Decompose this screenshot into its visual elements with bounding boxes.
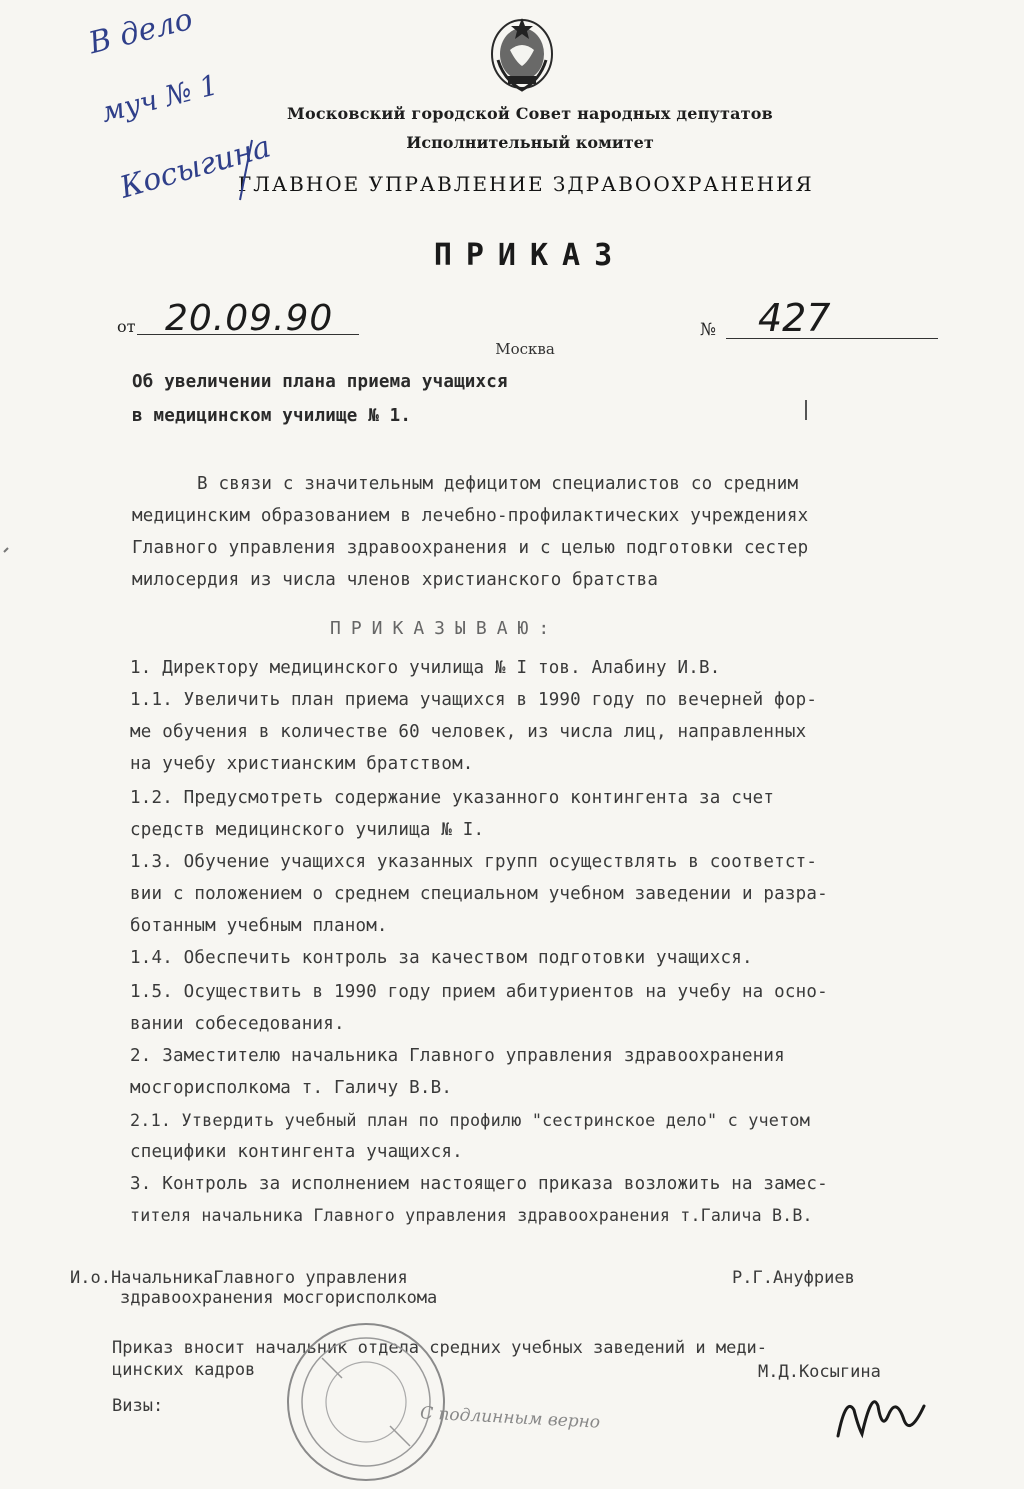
committee-name: Исполнительный комитет xyxy=(406,133,654,152)
subject-line: Об увеличении плана приема учащихся xyxy=(132,372,508,392)
body-line: 1.3. Обучение учащихся указанных групп осуществлять в соответст- xyxy=(130,852,818,872)
preamble-line: медицинским образованием в лечебно-профилактических учреждениях xyxy=(132,506,809,526)
body-line: 1.2. Предусмотреть содержание указанного контингента за счет xyxy=(130,788,775,808)
body-line: вании собеседования. xyxy=(130,1014,345,1034)
order-date: 20.09.90 xyxy=(165,298,334,339)
body-line: на учебу христианским братством. xyxy=(130,754,474,774)
preamble-line: Главного управления здравоохранения и с целью подготовки сестер xyxy=(132,538,809,558)
body-line: мосгорисполкома т. Галичу В.В. xyxy=(130,1078,453,1098)
footer-line: цинских кадров xyxy=(112,1360,256,1380)
round-stamp-icon xyxy=(282,1318,450,1486)
subject-line: в медицинском училище № 1. xyxy=(132,406,412,426)
handwritten-note-line: В дело xyxy=(85,1,197,62)
number-prefix: № xyxy=(700,320,717,340)
body-line: средств медицинского училища № I. xyxy=(130,820,485,840)
body-line: 2. Заместителю начальника Главного управления здравоохранения xyxy=(130,1046,785,1066)
order-directive: ПРИКАЗЫВАЮ: xyxy=(330,618,560,639)
date-prefix: от xyxy=(117,317,136,336)
body-line: ме обучения в количестве 60 человек, из числа лиц, направленных xyxy=(130,722,807,742)
body-line: 1. Директору медицинского училища № I тов. Алабину И.В. xyxy=(130,658,721,678)
body-line: вии с положением о среднем специальном учебном заведении и разра- xyxy=(130,884,828,904)
department-name: ГЛАВНОЕ УПРАВЛЕНИЕ ЗДРАВООХРАНЕНИЯ xyxy=(238,172,814,196)
footer-line: Приказ вносит начальник отдела средних учебных заведений и меди- xyxy=(112,1338,768,1358)
body-line: специфики контингента учащихся. xyxy=(130,1142,463,1162)
certified-copy-stamp-text: С подлинным верно xyxy=(419,1403,601,1433)
body-line: 1.1. Увеличить план приема учащихся в 1990 году по вечерней фор- xyxy=(130,690,818,710)
signature-title-line: здравоохранения мосгорисполкома xyxy=(120,1288,438,1308)
handwritten-signature-icon xyxy=(832,1376,932,1448)
preamble-line: В связи с значительным дефицитом специалистов со средним xyxy=(197,474,799,494)
body-line: 3. Контроль за исполнением настоящего приказа возложить на замес- xyxy=(130,1174,828,1194)
signatory-name: Р.Г.Ануфриев xyxy=(732,1268,855,1288)
handwritten-note-line: Косыгина xyxy=(116,129,275,206)
handwritten-note-line: муч № 1 xyxy=(97,68,222,129)
visas-label: Визы: xyxy=(112,1396,164,1416)
footer-signatory-name: М.Д.Косыгина xyxy=(758,1362,881,1382)
body-line: 1.5. Осуществить в 1990 году прием абитуриентов на учебу на осно- xyxy=(130,982,828,1002)
body-line: 2.1. Утвердить учебный план по профилю "сестринское дело" с учетом xyxy=(130,1110,811,1130)
council-name: Московский городской Совет народных депутатов xyxy=(287,104,773,123)
body-line: 1.4. Обеспечить контроль за качеством подготовки учащихся. xyxy=(130,948,753,968)
signature-title-line: И.о.НачальникаГлавного управления xyxy=(70,1268,408,1288)
city: Москва xyxy=(495,340,555,358)
preamble-line: милосердия из числа членов христианского братства xyxy=(132,570,659,590)
state-emblem-icon xyxy=(484,10,560,98)
document-title: ПРИКАЗ xyxy=(433,238,627,273)
order-number: 427 xyxy=(758,296,831,340)
body-line: ботанным учебным планом. xyxy=(130,916,388,936)
body-line: тителя начальника Главного управления здравоохранения т.Галича В.В. xyxy=(130,1206,813,1225)
